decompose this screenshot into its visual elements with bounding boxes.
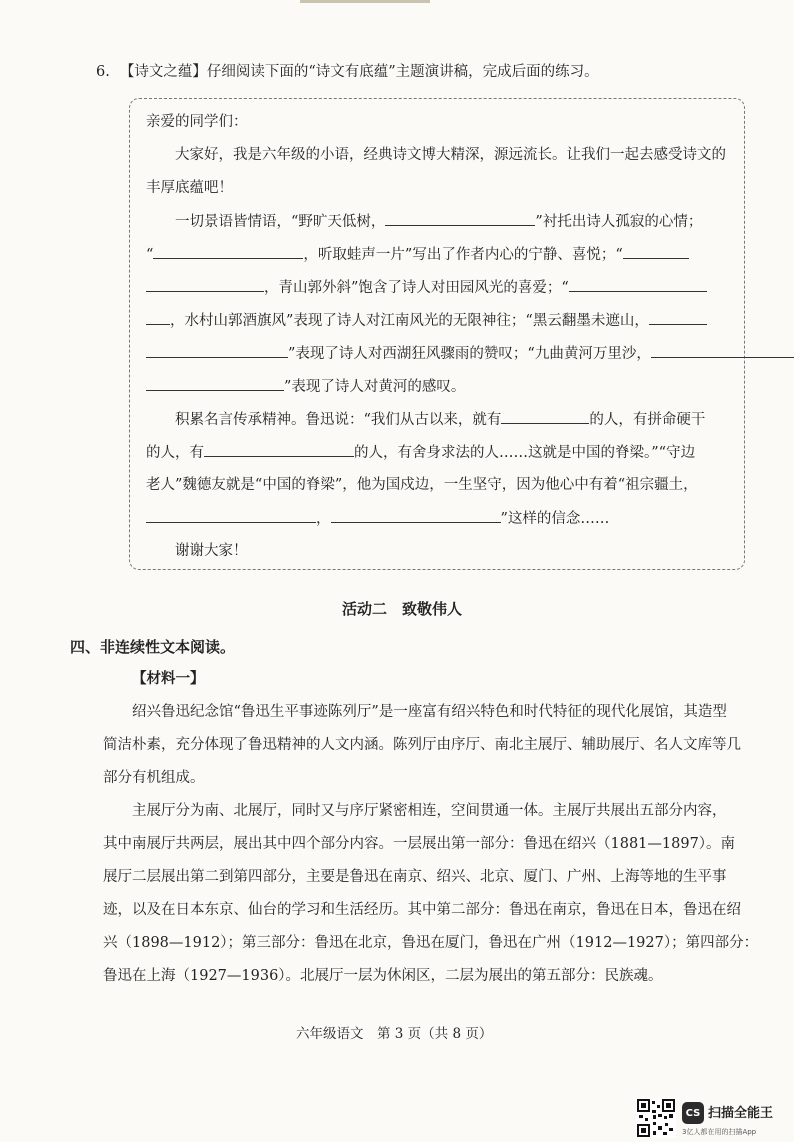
line5-text-a: ”表现了诗人对西湖狂风骤雨的赞叹；“九曲黄河万里沙， (288, 346, 651, 362)
blank-4a[interactable] (569, 277, 707, 292)
speech-box (129, 98, 745, 570)
speech-line-4 (146, 310, 707, 331)
speech-line-10 (146, 508, 609, 529)
line10-text-a: ， (316, 511, 331, 527)
speech-line-6 (146, 376, 465, 397)
speech-line-7 (175, 409, 705, 430)
camscanner-tagline: 3亿人都在用的扫描App (682, 1128, 757, 1136)
para1-line2: 简洁朴素，充分体现了鲁迅精神的人文内涵。陈列厅由序厅、南北主展厅、辅助展厅、名人文库等几 (103, 737, 741, 753)
para2-line3: 展厅二层展出第二到第四部分，主要是鲁迅在南京、绍兴、北京、厦门、广州、上海等地的生平事 (103, 869, 727, 885)
para1-line1: 绍兴鲁迅纪念馆“鲁迅生平事迹陈列厅”是一座富有绍兴特色和时代特征的现代化展馆，其造型 (132, 704, 727, 720)
question-number: 6. (96, 64, 110, 80)
question-6 (96, 62, 599, 82)
line1-text-b: ”衬托出诗人孤寂的心情； (535, 214, 703, 230)
blank-1[interactable] (385, 211, 535, 226)
line6-text-a: ”表现了诗人对黄河的感叹。 (284, 379, 466, 395)
line2-text-a: “ (146, 247, 154, 263)
page-footer: 六年级语文 第 3 页（共 8 页） (296, 1026, 493, 1042)
line4-text-a: ，水村山郭酒旗风”表现了诗人对江南风光的无限神往；“黑云翻墨未遮山， (170, 313, 649, 329)
blank-3b[interactable] (146, 277, 264, 292)
para2-line1: 主展厅分为南、北展厅，同时又与序厅紧密相连，空间贯通一体。主展厅共展出五部分内容， (132, 803, 727, 819)
blank-4b[interactable] (146, 310, 170, 325)
para2-line2: 其中南展厅共两层，展出其中四个部分内容。一层展出第一部分：鲁迅在绍兴（1881—1897）。南 (103, 836, 736, 852)
speech-line-5 (146, 343, 794, 364)
camscanner-name: 扫描全能王 (708, 1106, 774, 1121)
speech-line-1 (175, 211, 702, 232)
line10-text-b: ”这样的信念…… (500, 511, 610, 527)
qr-code (636, 1098, 676, 1142)
camscanner-logo-icon: CS (682, 1102, 704, 1124)
blank-9[interactable] (146, 508, 316, 523)
blank-5a[interactable] (649, 310, 707, 325)
line7-text-a: 积累名言传承精神。鲁迅说：“我们从古以来，就有 (175, 412, 502, 428)
blank-6b[interactable] (146, 376, 284, 391)
speech-closing: 谢谢大家！ (175, 543, 248, 559)
para2-line4: 迹，以及在日本东京、仙台的学习和生活经历。其中第二部分：鲁迅在南京，鲁迅在日本，鲁迅在绍 (103, 902, 741, 918)
blank-8[interactable] (204, 442, 354, 457)
activity-title: 活动二 致敬伟人 (342, 600, 463, 618)
material1-label: 【材料一】 (132, 670, 205, 687)
question-text: 【诗文之蕴】仔细阅读下面的“诗文有底蕴”主题演讲稿，完成后面的练习。 (119, 64, 599, 80)
speech-greeting: 亲爱的同学们： (146, 114, 248, 130)
para2-line6: 鲁迅在上海（1927—1936）。北展厅一层为休闲区，二层为展出的第五部分：民族魂。 (103, 968, 663, 984)
speech-intro-line2: 丰厚底蕴吧！ (146, 180, 233, 196)
speech-line-8 (146, 442, 695, 463)
speech-line-9: 老人”魏德友就是“中国的脊梁”，他为国戍边，一生坚守，因为他心中有着“祖宗疆土， (146, 477, 698, 493)
blank-7[interactable] (501, 409, 589, 424)
blank-6a[interactable] (651, 343, 794, 358)
para1-line3: 部分有机组成。 (103, 770, 205, 786)
scan-edge-mark (300, 0, 430, 3)
qr-code-icon (636, 1098, 676, 1138)
blank-10[interactable] (331, 508, 501, 523)
blank-5b[interactable] (146, 343, 288, 358)
speech-intro-line1: 大家好，我是六年级的小语，经典诗文博大精深，源远流长。让我们一起去感受诗文的 (175, 147, 726, 163)
line8-text-a: 的人，有 (146, 445, 204, 461)
line2-text-b: ，听取蛙声一片”写出了作者内心的宁静、喜悦；“ (303, 247, 623, 263)
line1-text-a: 一切景语皆情语，“野旷天低树， (175, 214, 386, 230)
para2-line5: 兴（1898—1912）；第三部分：鲁迅在北京，鲁迅在厦门，鲁迅在广州（1912—1927）；第四部分： (103, 935, 759, 951)
speech-line-2 (146, 244, 689, 265)
blank-2[interactable] (153, 244, 303, 259)
section4-title: 四、非连续性文本阅读。 (70, 638, 236, 656)
speech-line-3 (146, 277, 707, 298)
line8-text-b: 的人，有舍身求法的人……这就是中国的脊梁。”“守边 (354, 445, 696, 461)
blank-3a[interactable] (623, 244, 689, 259)
line7-text-b: 的人，有拼命硬干 (589, 412, 706, 428)
line3-text-a: ，青山郭外斜”饱含了诗人对田园风光的喜爱；“ (264, 280, 569, 296)
